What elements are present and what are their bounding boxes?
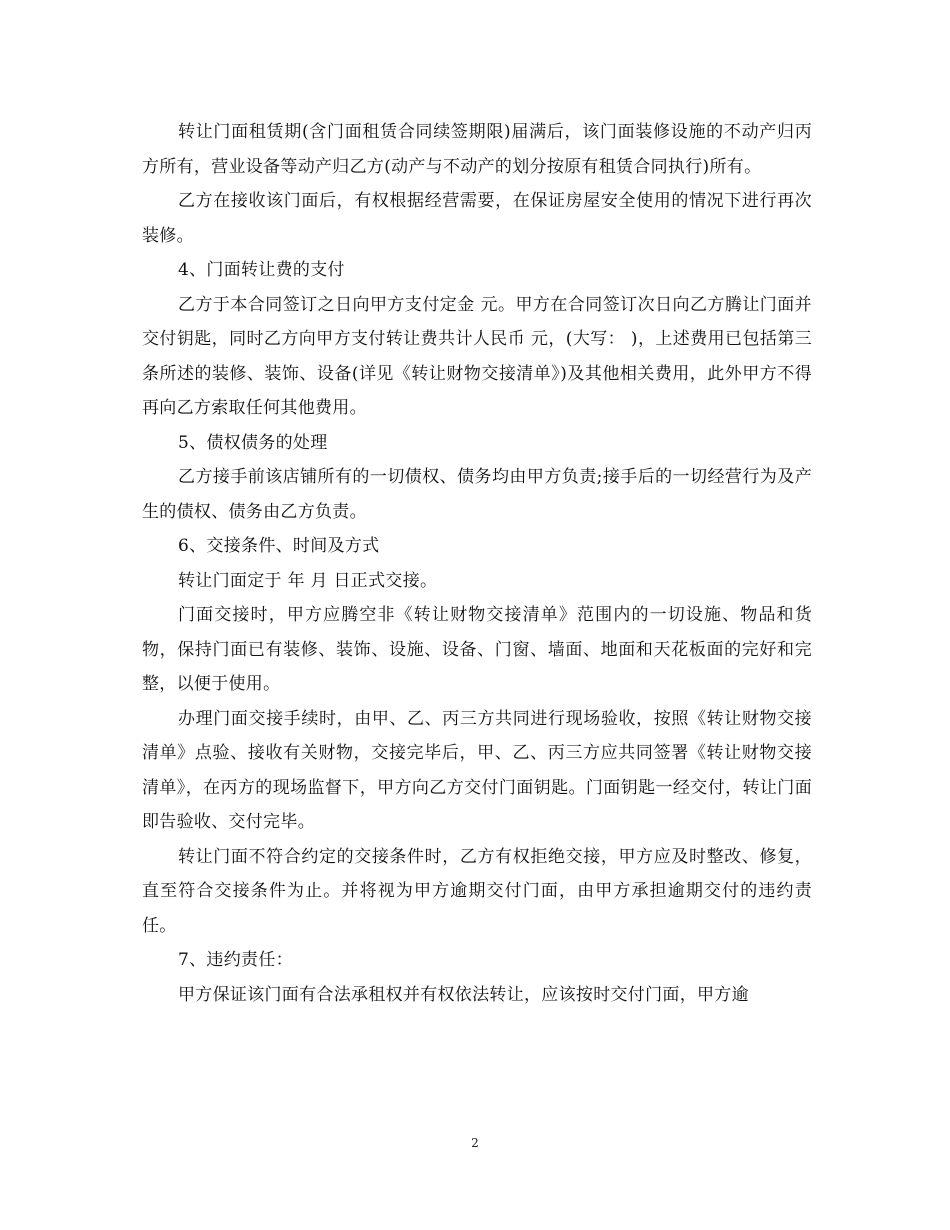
paragraph-renovation-right: 乙方在接收该门面后，有权根据经营需要，在保证房屋安全使用的情况下进行再次装修。 — [142, 191, 812, 246]
document-body — [142, 115, 812, 1012]
paragraph-payment-terms: 乙方于本合同签订之日向甲方支付定金 元。甲方在合同签订次日向乙方腾让门面并交付钥匙，同时乙方向甲方支付转让费共计人民币 元，(大写： )，上述费用已包括第三条所述的装修、装饰、设备(详见《转让财物交接清单》)及其他相关费用，此外甲方不得再向乙方索取任何其他费用。 — [142, 294, 812, 418]
paragraph-decoration-ownership: 转让门面租赁期(含门面租赁合同续签期限)届满后，该门面装修设施的不动产归丙方所有，营业设备等动产归乙方(动产与不动产的划分按原有租赁合同执行)所有。 — [142, 122, 812, 177]
section-heading-debts: 5、债权债务的处理 — [178, 432, 328, 453]
page-number: 2 — [471, 1136, 479, 1150]
paragraph-handover-procedure: 办理门面交接手续时，由甲、乙、丙三方共同进行现场验收，按照《转让财物交接清单》点验、接收有关财物，交接完毕后，甲、乙、丙三方应共同签署《转让财物交接清单》，在丙方的现场监督下，甲方向乙方交付门面钥匙。门面钥匙一经交付，转让门面即告验收、交付完毕。 — [142, 708, 812, 832]
paragraph-handover-date: 转让门面定于 年 月 日正式交接。 — [178, 570, 438, 591]
paragraph-handover-condition: 门面交接时，甲方应腾空非《转让财物交接清单》范围内的一切设施、物品和货物，保持门面已有装修、装饰、设施、设备、门窗、墙面、地面和天花板面的完好和完整，以便于使用。 — [142, 605, 812, 694]
paragraph-liability-guarantee: 甲方保证该门面有合法承租权并有权依法转让，应该按时交付门面，甲方逾 — [178, 984, 749, 1005]
section-heading-transfer-fee: 4、门面转让费的支付 — [178, 260, 345, 280]
paragraph-handover-refusal: 转让门面不符合约定的交接条件时，乙方有权拒绝交接，甲方应及时整改、修复，直至符合交接条件为止。并将视为甲方逾期交付门面，由甲方承担逾期交付的违约责任。 — [142, 846, 812, 936]
paragraph-debt-responsibility: 乙方接手前该店铺所有的一切债权、债务均由甲方负责;接手后的一切经营行为及产生的债权、债务由乙方负责。 — [142, 467, 812, 522]
section-heading-liability: 7、违约责任： — [178, 950, 293, 970]
section-heading-handover: 6、交接条件、时间及方式 — [178, 536, 380, 556]
